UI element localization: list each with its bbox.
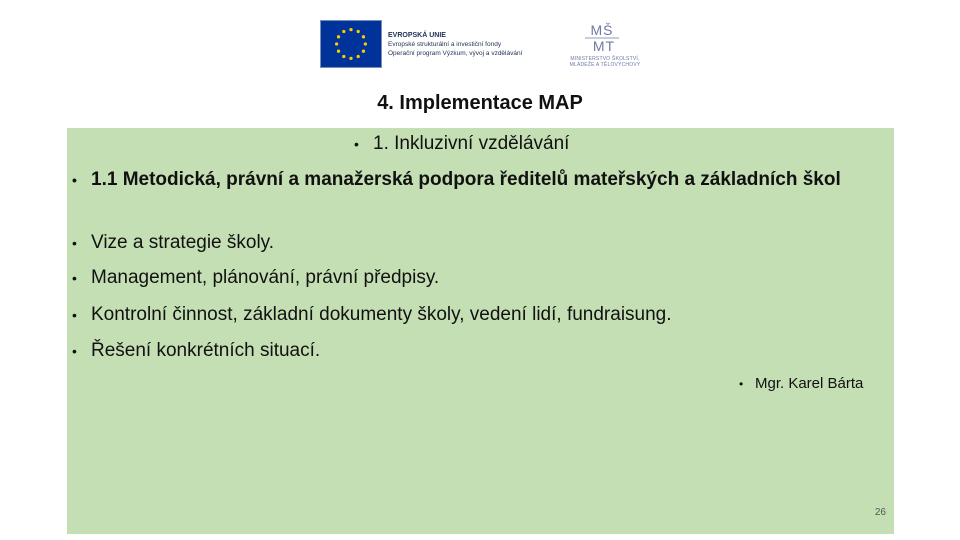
bullet-text: Vize a strategie školy. [91, 232, 275, 253]
bullet-icon: • [739, 377, 744, 391]
bullet-item [72, 339, 321, 363]
eu-logo-line: Evropské strukturální a investiční fondy [388, 40, 502, 48]
page-number: 26 [874, 507, 886, 518]
eu-star [357, 30, 360, 33]
eu-flag-icon [320, 20, 382, 68]
eu-star [357, 55, 360, 58]
msmt-caption-line: MINISTERSTVO ŠKOLSTVÍ, [570, 56, 640, 62]
bullet-item [72, 168, 881, 192]
author-name: Mgr. Karel Bárta [755, 375, 864, 392]
eu-star [349, 28, 352, 31]
eu-star [362, 35, 365, 38]
eu-star [342, 30, 345, 33]
svg-text:MŠ: MŠ [590, 22, 614, 38]
msmt-caption-line: MLÁDEŽE A TĚLOVÝCHOVY [569, 62, 641, 68]
bullet-icon: • [72, 307, 77, 323]
svg-text:MT: MT [592, 38, 616, 54]
eu-star [362, 50, 365, 53]
eu-logo-line: Operační program Výzkum, vývoj a vzdělávání [388, 49, 523, 57]
eu-logo-text [388, 31, 522, 58]
bullet-text: Management, plánování, právní předpisy. [91, 267, 440, 288]
content-panel [67, 128, 894, 534]
eu-star [337, 50, 340, 53]
eu-star [335, 42, 338, 45]
eu-logo [320, 20, 522, 68]
sub-heading-text: 1. Inkluzivní vzdělávání [373, 133, 570, 154]
author-credit [739, 374, 864, 394]
eu-star [337, 35, 340, 38]
eu-star [342, 55, 345, 58]
msmt-mark-icon [582, 20, 622, 54]
eu-star [364, 42, 367, 45]
bullet-item [72, 231, 275, 255]
sub-heading [354, 132, 570, 156]
msmt-logo [560, 20, 650, 70]
bullet-text: Řešení konkrétních situací. [91, 340, 321, 361]
bullet-icon: • [72, 172, 77, 188]
bullet-text: Kontrolní činnost, základní dokumenty školy, vedení lidí, fundraisung. [91, 304, 672, 325]
bullet-icon: • [354, 136, 359, 152]
eu-logo-line: EVROPSKÁ UNIE [388, 31, 446, 39]
eu-star [349, 57, 352, 60]
bullet-icon: • [72, 235, 77, 251]
msmt-caption [560, 56, 650, 68]
slide-title: 4. Implementace MAP [377, 92, 583, 114]
bullet-icon: • [72, 270, 77, 286]
bullet-item [72, 266, 440, 290]
bullet-text: 1.1 Metodická, právní a manažerská podpora ředitelů mateřských a základních škol [91, 169, 841, 190]
bullet-icon: • [72, 343, 77, 359]
bullet-item [72, 303, 672, 327]
